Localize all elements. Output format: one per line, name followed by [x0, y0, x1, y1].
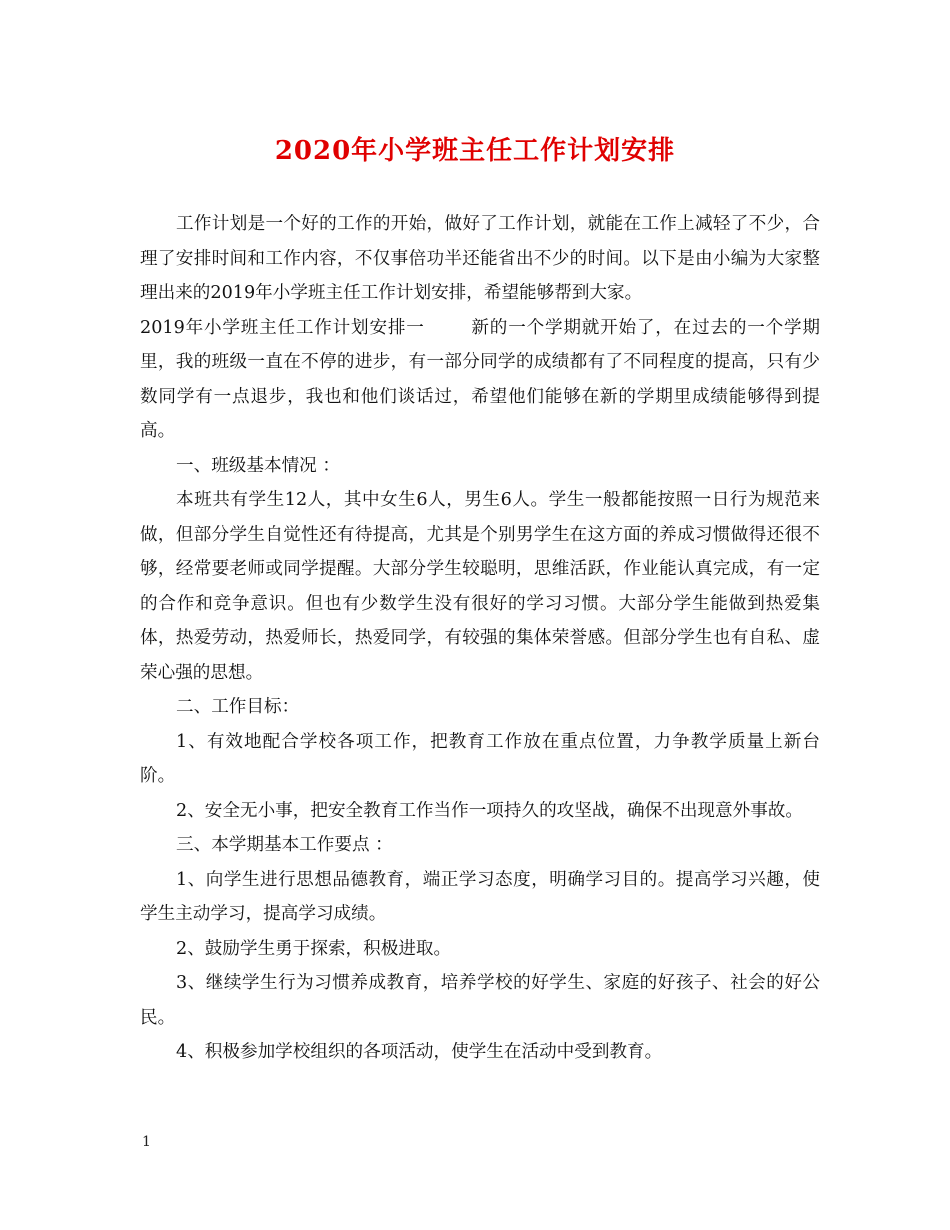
- plan-one-heading: 2019年小学班主任工作计划安排一: [140, 317, 425, 338]
- goal-item: 2、安全无小事，把安全教育工作当作一项持久的攻坚战，确保不出现意外事故。: [176, 800, 803, 821]
- section-heading-goals: 二、工作目标：: [176, 697, 300, 717]
- goal-item: 1、有效地配合学校各项工作，把教育工作放在重点位置，力争教学质量上新台阶。: [140, 731, 820, 786]
- key-point-item: 2、鼓励学生勇于探索，积极进取。: [176, 938, 452, 959]
- section-heading-key-points: 三、本学期基本工作要点 ：: [176, 835, 393, 855]
- plan-one-text: 新的一个学期就开始了，在过去的一个学期里，我的班级一直在不停的进步，有一部分同学的成绩都有了不同程度的提高，只有少数同学有一点退步，我也和他们谈话过，希望他们能够在新的学期里成绩能够得到提高。: [140, 317, 820, 441]
- class-info-paragraph: 本班共有学生12人，其中女生6人，男生6人。学生一般都能按照一日行为规范来做，但部分学生自觉性还有待提高，尤其是个别男学生在这方面的养成习惯做得还很不够，经常要老师或同学提醒。大部分学生较聪明，思维活跃，作业能认真完成，有一定的合作和竞争意识。但也有少数学生没有很好的学习习惯。大部分学生能做到热爱集体，热爱劳动，热爱师长，热爱同学，有较强的集体荣誉感。但部分学生也有自私、虚荣心强的思想。: [140, 490, 820, 683]
- key-point-item: 3、继续学生行为习惯养成教育，培养学校的好学生、家庭的好孩子、社会的好公民。: [140, 973, 820, 1028]
- intro-paragraph: 工作计划是一个好的工作的开始，做好了工作计划，就能在工作上减轻了不少，合理了安排时间和工作内容，不仅事倍功半还能省出不少的时间。以下是由小编为大家整理出来的2019年小学班主任工作计划安排，希望能够帮到大家。: [140, 214, 820, 303]
- page-number: 1: [142, 1134, 151, 1150]
- section-heading-class-info: 一、班级基本情况 ：: [176, 455, 340, 476]
- document-body: [140, 207, 820, 1070]
- plan-one-paragraph: [140, 311, 820, 449]
- key-point-item: 4、积极参加学校组织的各项活动，使学生在活动中受到教育。: [176, 1042, 663, 1062]
- document-title: 2020年小学班主任工作计划安排: [274, 136, 676, 166]
- key-point-item: 1、向学生进行思想品德教育，端正学习态度，明确学习目的。提高学习兴趣，使学生主动学习，提高学习成绩。: [140, 869, 820, 924]
